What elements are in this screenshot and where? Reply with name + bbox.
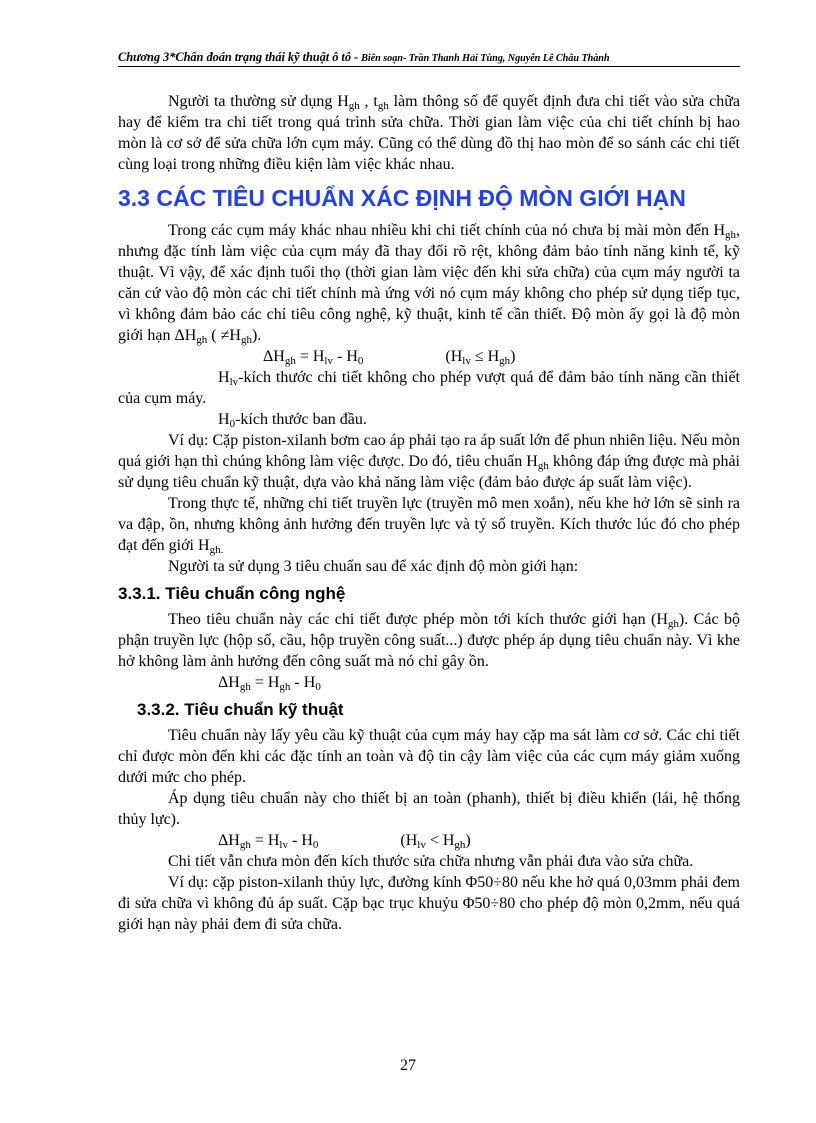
paragraph-example-hydraulic: Ví dụ: cặp piston-xilanh thủy lực, đường kính Φ50÷80 nếu khe hở quá 0,03mm phải đem đi sửa chữa vì không đủ áp suất. Cặp bạc trục khuỷu Φ50÷80 cho phép độ mòn 0,2mm, nếu quá giới hạn này phải đem đi sửa chữa. — [118, 874, 740, 933]
formula-wear-limit-2: $\Delta H_{gh} = H_{gh} - H_0$ — [218, 674, 321, 693]
running-header — [118, 50, 740, 65]
paragraph-three-criteria: Người ta sử dụng 3 tiêu chuẩn sau để xác định độ mòn giới hạn: — [168, 558, 579, 575]
page-body — [118, 91, 740, 935]
paragraph-technology-criteria: Theo tiêu chuẩn này các chi tiết được phép mòn tới kích thước giới hạn $(H_{gh})$. Các bộ phận truyền lực (hộp số, cầu, hộp truyền công suất...) được phép áp dụng tiêu chuẩn này. Vì khe hở không làm ảnh hưởng đến công suất mà nó chỉ gây ồn. — [118, 611, 741, 670]
header-authors: Biên soạn- Trần Thanh Hải Tùng, Nguyễn Lê Châu Thành — [361, 53, 610, 64]
formula-wear-limit-1: $\Delta H_{gh} = H_{lv} - H_0$ $(H_{lv} \le H_{gh})$ — [263, 348, 516, 367]
paragraph-apply-safety: Áp dụng tiêu chuẩn này cho thiết bị an toàn (phanh), thiết bị điều khiển (lái, hệ thống thủy lực). — [118, 790, 740, 828]
page-number: 27 — [400, 1057, 416, 1074]
paragraph-still-repair: Chi tiết vẫn chưa mòn đến kích thước sửa chữa nhưng vẫn phải đưa vào sửa chữa. — [168, 853, 694, 870]
section-heading: 3.3 CÁC TIÊU CHUẨN XÁC ĐỊNH ĐỘ MÒN GIỚI HẠN — [118, 185, 686, 211]
header-rule — [118, 66, 740, 67]
definition-hlv: $H_{lv}$-kích thước chi tiết không cho phép vượt quá để đảm bảo tính năng cần thiết của cụm máy. — [118, 369, 740, 407]
paragraph-transmission: Trong thực tế, những chi tiết truyền lực (truyền mô men xoắn), nếu khe hở lớn sẽ sinh ra va đập, ồn, nhưng không ảnh hưởng đến truyền lực và tỷ số truyền. Kích thước lúc đó cho phép đạt đến giới $H_{gh.}$ — [118, 495, 740, 556]
paragraph-technical-criteria: Tiêu chuẩn này lấy yêu cầu kỹ thuật của cụm máy hay cặp ma sát làm cơ sở. Các chi tiết chỉ được mòn đến khi các đặc tính an toàn và độ tin cậy làm việc của các cụm máy giảm xuống dưới mức cho phép. — [118, 727, 740, 786]
intro-paragraph: Người ta thường sử dụng $H_{gh}$ , $t_{gh}$ làm thông số để quyết định đưa chi tiết vào sửa chữa hay để kiểm tra chi tiết trong quá trình sửa chữa. Thời gian làm việc của chi tiết chính bị hao mòn là cơ sở để sửa chữa lớn cụm máy. Cũng có thể dùng đồ thị hao mòn để so sánh các chi tiết cùng loại trong những điều kiện làm việc khác nhau. — [118, 93, 740, 173]
paragraph-example-pump: Ví dụ: Cặp piston-xilanh bơm cao áp phải tạo ra áp suất lớn để phun nhiên liệu. Nếu mòn quá giới hạn thì chúng không làm việc được. Do đó, tiêu chuẩn $H_{gh}$ không đáp ứng được mà phải sử dụng tiêu chuẩn kỹ thuật, dựa vào khả năng làm việc (đảm bảo được áp suất làm việc). — [118, 432, 740, 491]
definition-h0: $H_0$-kích thước ban đầu. — [218, 411, 367, 430]
subsection-heading-technology: 3.3.1. Tiêu chuẩn công nghệ — [118, 584, 346, 603]
paragraph-wear-limit: Trong các cụm máy khác nhau nhiều khi chi tiết chính của nó chưa bị mài mòn đến $H_{gh}$, nhưng đặc tính làm việc của cụm máy đã thay đổi rõ rệt, không đảm bảo tính năng kinh tế, kỹ thuật. Vì vậy, để xác định tuổi thọ (thời gian làm việc đến khi sửa chữa) của cụm máy người ta căn cứ vào độ mòn các chi tiết chính mà ứng với nó cụm máy không cho phép sử dụng tiếp tục, vì không đảm bảo các chỉ tiêu công nghệ, kỹ thuật, kinh tế cần thiết. Độ mòn ấy gọi là độ mòn giới hạn $\Delta H_{gh}$ ( $\ne H_{gh}$). — [118, 222, 740, 346]
formula-wear-limit-3: $\Delta H_{gh} = H_{lv} - H_0$ $(H_{lv} < H_{gh})$ — [218, 832, 471, 851]
header-chapter: Chương 3*Chẩn đoán trạng thái kỹ thuật ô tô - — [118, 50, 362, 64]
subsection-heading-technical: 3.3.2. Tiêu chuẩn kỹ thuật — [137, 700, 344, 719]
